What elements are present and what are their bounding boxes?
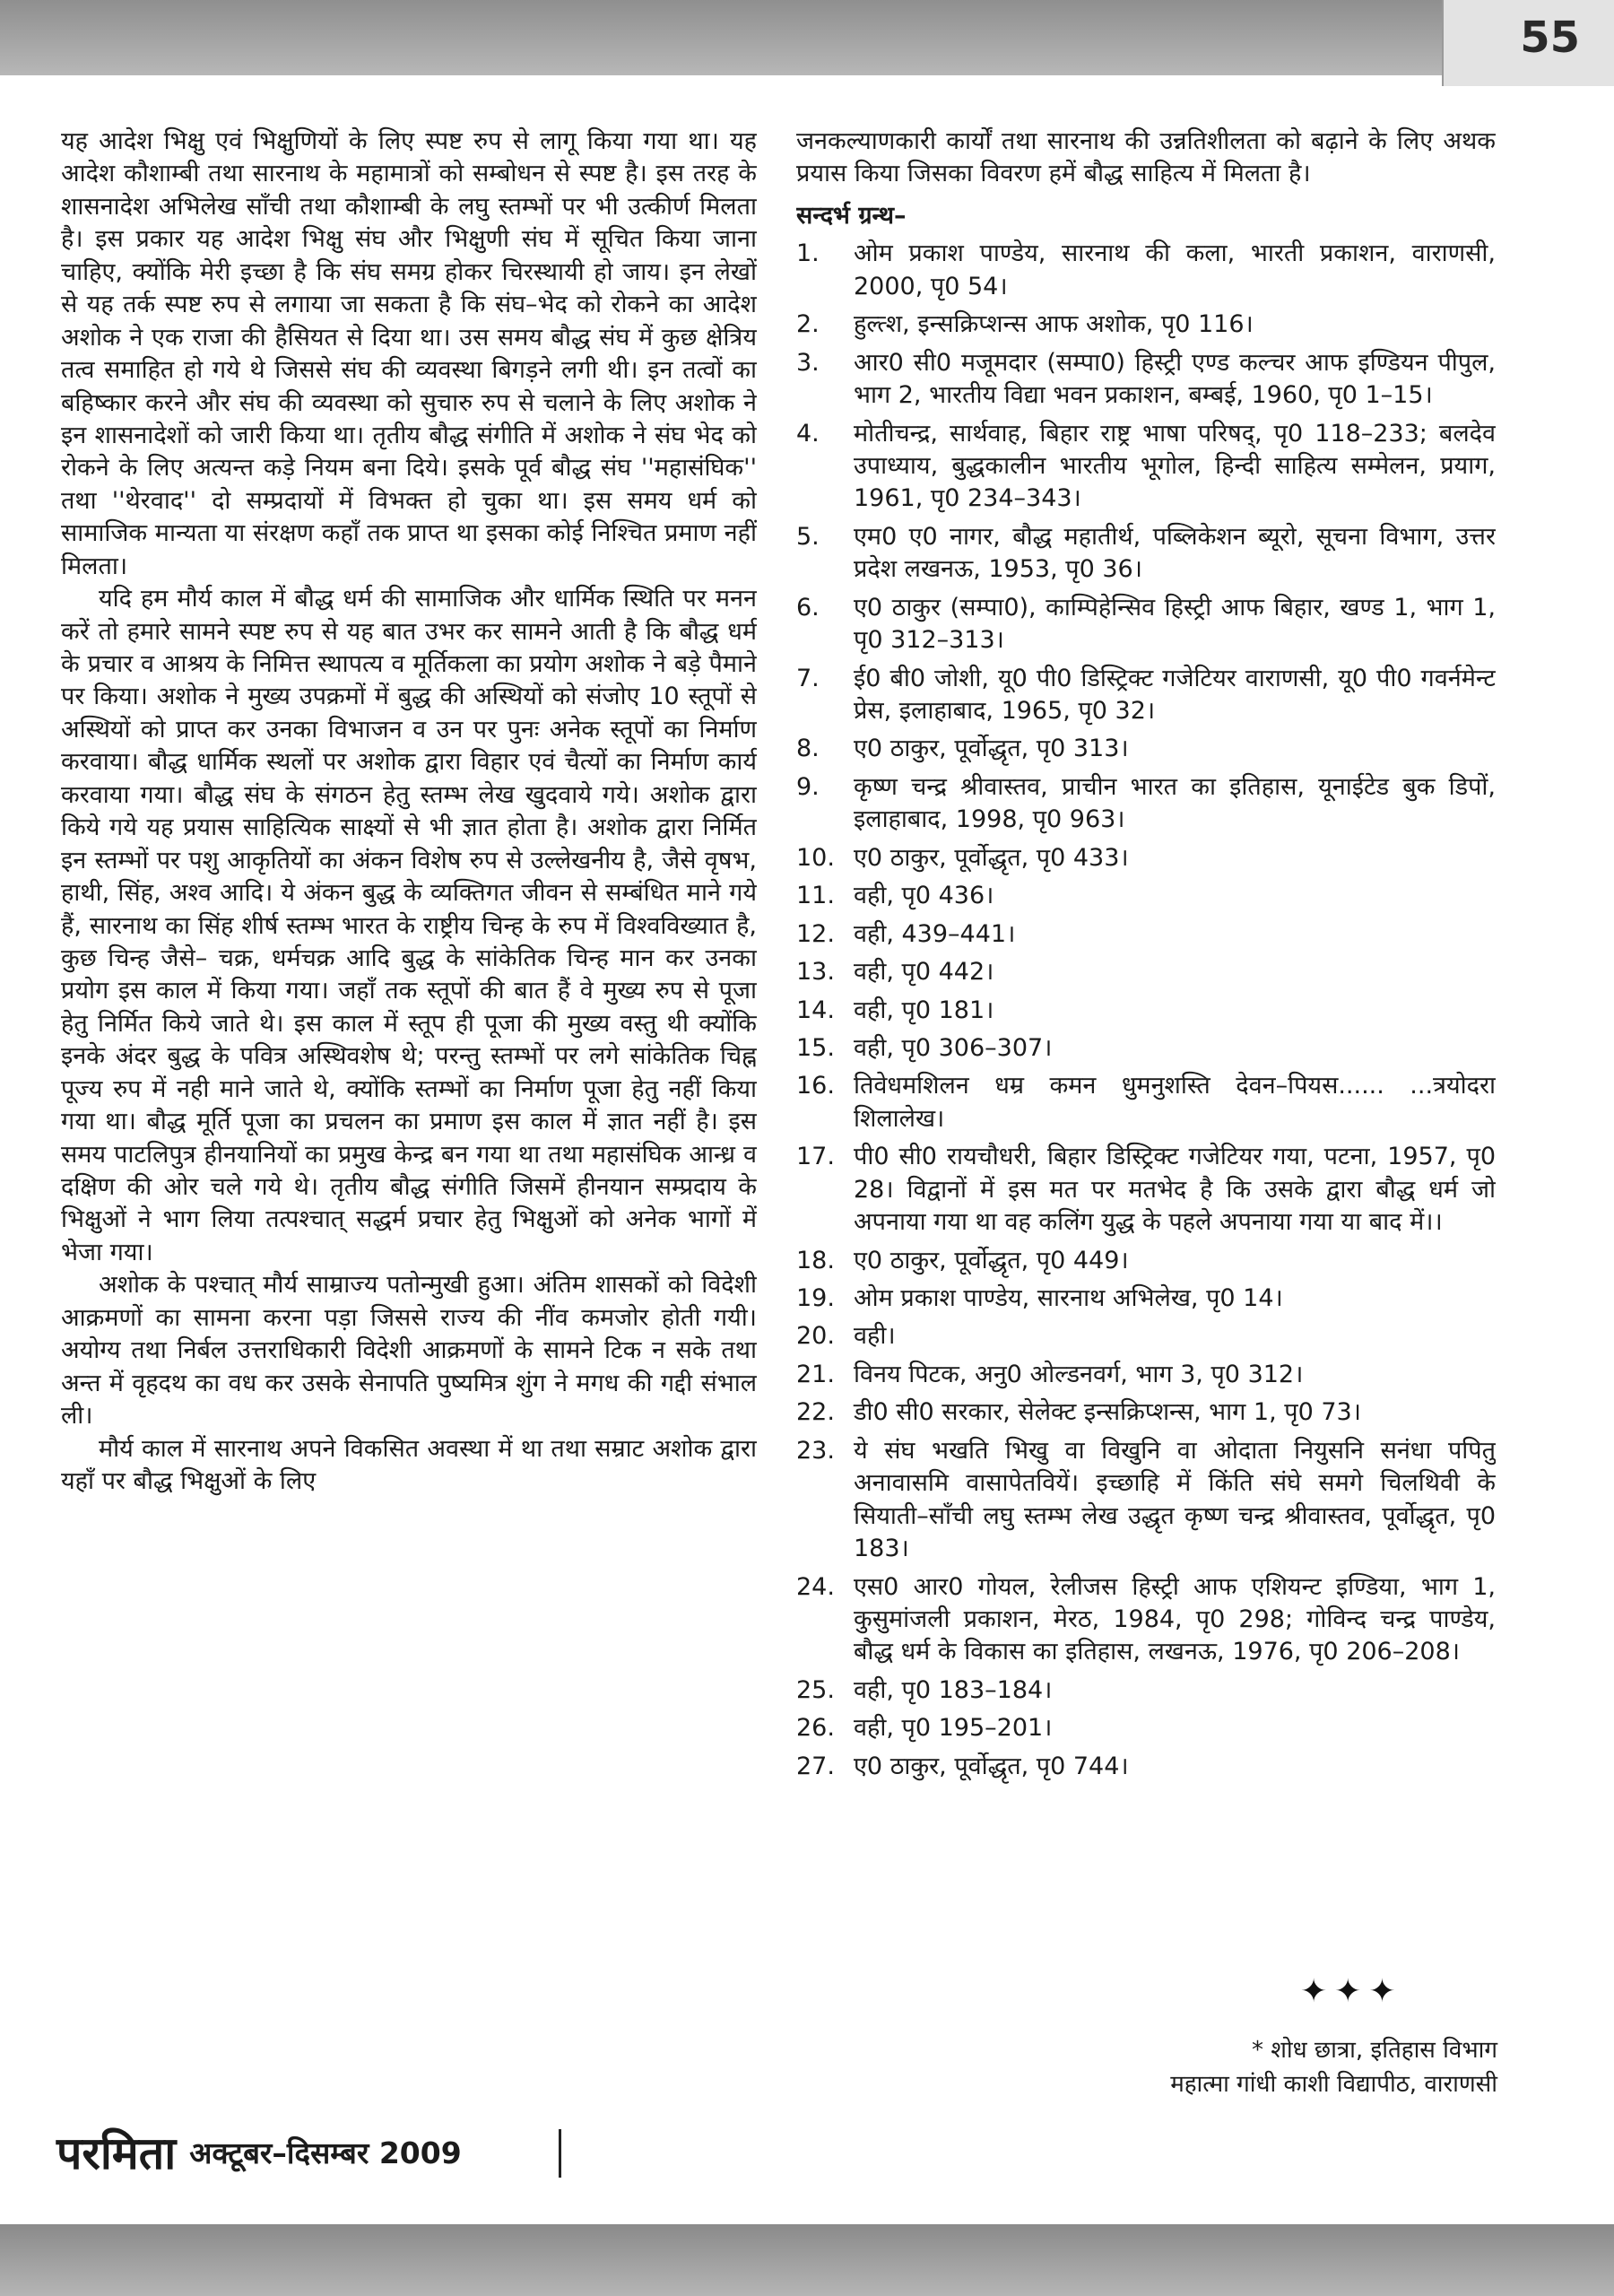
header-bar (0, 0, 1614, 75)
reference-number: 26. (796, 1714, 835, 1743)
reference-text: ई0 बी0 जोशी, यू0 पी0 डिस्ट्रिक्ट गजेटियर वाराणसी, यू0 पी0 गवर्नमेन्ट प्रेस, इलाहाबाद, 1965, पृ0 32। (854, 664, 1496, 725)
reference-number: 6. (796, 593, 820, 622)
reference-item (796, 918, 1496, 951)
reference-item (796, 1712, 1496, 1744)
decorative-stars: ✦✦✦ (1300, 1973, 1403, 2010)
reference-number: 7. (796, 664, 820, 692)
reference-text: विनय पिटक, अनु0 ओल्डनवर्ग, भाग 3, पृ0 312। (854, 1360, 1304, 1388)
reference-text: वही, पृ0 442। (854, 958, 994, 987)
reference-number: 4. (796, 419, 820, 448)
reference-item (796, 521, 1496, 587)
reference-number: 5. (796, 522, 820, 551)
footer-bar (0, 2224, 1614, 2296)
reference-number: 14. (796, 996, 835, 1024)
reference-text: तिवेधमशिलन धम्र कमन धुमनुशस्ति देवन–पियस...... ...त्रयोदरा शिलालेख। (854, 1072, 1496, 1133)
reference-item (796, 880, 1496, 912)
page-number-tab (1442, 0, 1614, 86)
reference-item (796, 663, 1496, 728)
reference-item (796, 1283, 1496, 1315)
reference-text: वही, पृ0 436। (854, 882, 994, 910)
right-intro: जनकल्याणकारी कार्यों तथा सारनाथ की उन्नतिशीलता को बढ़ाने के लिए अथक प्रयास किया जिसका विवरण हमें बौद्ध साहित्य में मिलता है। (796, 127, 1496, 188)
reference-item (796, 733, 1496, 765)
left-paragraph: यदि हम मौर्य काल में बौद्ध धर्म की सामाजिक और धार्मिक स्थिति पर मनन करें तो हमारे सामने स्पष्ट रुप से यह बात उभर कर सामने आती है कि बौद्ध धर्म के प्रचार व आश्रय के निमित्त स्थापत्य व मूर्तिकला का प्रयोग अशोक ने बड़े पैमाने पर किया। अशोक ने मुख्य उपक्रमों में बुद्ध की अस्थियों को संजोए 10 स्तूपों से अस्थियों को प्राप्त कर उनका विभाजन व उन पर पुनः अनेक स्तूपों का निर्माण करवाया। बौद्ध धार्मिक स्थलों पर अशोक द्वारा विहार एवं चैत्यों का निर्माण कार्य करवाया गया। बौद्ध संघ के संगठन हेतु स्तम्भ लेख खुदवाये गये। अशोक द्वारा किये गये यह प्रयास साहित्यिक साक्ष्यों से भी ज्ञात होता है। अशोक द्वारा निर्मित इन स्तम्भों पर पशु आकृतियों का अंकन विशेष रुप से उल्लेखनीय है, जैसे वृषभ, हाथी, सिंह, अश्व आदि। ये अंकन बुद्ध के व्यक्तिगत जीवन से सम्बंधित माने गये हैं, सारनाथ का सिंह शीर्ष स्तम्भ भारत के राष्ट्रीय चिन्ह के रुप में विश्वविख्यात है, कुछ चिन्ह जैसे– चक्र, धर्मचक्र आदि बुद्ध के सांकेतिक चिन्ह मान कर उनका प्रयोग इस काल में किया गया। जहाँ तक स्तूपों की बात हैं वे मुख्य रुप से पूजा हेतु निर्मित किये जाते थे। इस काल में स्तूप ही पूजा की मुख्य वस्तु थी क्योंकि इनके अंदर बुद्ध के पवित्र अस्थिवशेष थे; परन्तु स्तम्भों पर लगे सांकेतिक चिह्न पूज्य रुप में नही माने जाते थे, क्योंकि स्तम्भों का निर्माण पूजा हेतु नहीं किया गया था। बौद्ध मूर्ति पूजा का प्रचलन का प्रमाण इस काल में ज्ञात नहीं है। इस समय पाटलिपुत्र हीनयानियों का प्रमुख केन्द्र बन गया था तथा महासंघिक आन्ध्र व दक्षिण की ओर चले गये थे। तृतीय बौद्ध संगीति जिसमें हीनयान सम्प्रदाय के भिक्षुओं ने भाग लिया तत्पश्चात् सद्धर्म प्रचार हेतु भिक्षुओं को अनेक भागों में भेजा गया। (61, 585, 757, 1266)
reference-item (796, 418, 1496, 516)
reference-text: मोतीचन्द्र, सार्थवाह, बिहार राष्ट्र भाषा परिषद्, पृ0 118–233; बलदेव उपाध्याय, बुद्धकालीन भारतीय भूगोल, हिन्दी साहित्य सम्मेलन, प्रयाग, 1961, पृ0 234–343। (854, 419, 1496, 513)
author-line: महात्मा गांधी काशी विद्यापीठ, वाराणसी (1170, 2070, 1497, 2098)
issue-date: अक्टूबर–दिसम्बर 2009 (189, 2135, 462, 2170)
reference-text: ए0 ठाकुर, पूर्वोद्धृत, पृ0 433। (854, 843, 1129, 872)
reference-number: 17. (796, 1143, 835, 1171)
reference-number: 15. (796, 1033, 835, 1062)
reference-item (796, 347, 1496, 413)
left-paragraph: अशोक के पश्चात् मौर्य साम्राज्य पतोन्मुखी हुआ। अंतिम शासकों को विदेशी आक्रमणों का सामना करना पड़ा जिससे राज्य की नींव कमजोर होती गयी। अयोग्य तथा निर्बल उत्तराधिकारी विदेशी आक्रमणों के सामने टिक न सके तथा अन्त में वृहदथ का वध कर उसके सेनापति पुष्यमित्र शुंग ने मगध की गद्दी संभाल ली। (61, 1271, 757, 1431)
left-text-column (61, 126, 757, 1946)
reference-item (796, 956, 1496, 988)
reference-item (796, 1571, 1496, 1669)
reference-text: वही, पृ0 306–307। (854, 1033, 1053, 1062)
reference-list (796, 238, 1496, 1783)
reference-text: वही, पृ0 195–201। (854, 1714, 1053, 1743)
reference-text: ए0 ठाकुर, पूर्वोद्धृत, पृ0 313। (854, 735, 1129, 763)
reference-number: 1. (796, 239, 820, 268)
reference-text: ये संघ भखति भिखु वा विखुनि वा ओदाता नियुसनि सनंधा पपितु अनावासमि वासापेतवियें। इच्छाहि में किंति संघे समगे चिलथिवी के सियाती–साँची लघु स्तम्भ लेख उद्धृत कृष्ण चन्द्र श्रीवास्तव, पूर्वोद्धृत, पृ0 183। (854, 1436, 1496, 1563)
reference-number: 18. (796, 1246, 835, 1274)
reference-item (796, 592, 1496, 657)
right-text-column (796, 126, 1496, 2170)
reference-number: 3. (796, 348, 820, 377)
reference-item (796, 1245, 1496, 1277)
reference-number: 27. (796, 1752, 835, 1780)
reference-number: 20. (796, 1322, 835, 1351)
reference-number: 19. (796, 1284, 835, 1312)
reference-item (796, 1141, 1496, 1239)
reference-number: 24. (796, 1572, 835, 1601)
reference-number: 12. (796, 919, 835, 948)
reference-item (796, 309, 1496, 341)
reference-item (796, 995, 1496, 1027)
reference-text: वही, 439–441। (854, 919, 1016, 948)
reference-number: 13. (796, 958, 835, 987)
reference-item (796, 238, 1496, 303)
reference-item (796, 1070, 1496, 1135)
reference-text: वही। (854, 1322, 896, 1351)
reference-text: ए0 ठाकुर, पूर्वोद्धृत, पृ0 449। (854, 1246, 1129, 1274)
page-number: 55 (1520, 13, 1580, 63)
reference-text: एम0 ए0 नागर, बौद्ध महातीर्थ, पब्लिकेशन ब्यूरो, सूचना विभाग, उत्तर प्रदेश लखनऊ, 1953, पृ0 36। (854, 522, 1496, 584)
reference-number: 11. (796, 882, 835, 910)
reference-item (796, 1320, 1496, 1352)
reference-item (796, 1674, 1496, 1707)
left-paragraph: मौर्य काल में सारनाथ अपने विकसित अवस्था में था तथा सम्राट अशोक द्वारा यहाँ पर बौद्ध भिक्षुओं के लिए (61, 1434, 757, 1495)
reference-item (796, 771, 1496, 837)
reference-number: 16. (796, 1072, 835, 1100)
journal-name: परमिता (56, 2126, 177, 2179)
reference-number: 25. (796, 1675, 835, 1704)
reference-number: 21. (796, 1360, 835, 1388)
reference-text: आर0 सी0 मजूमदार (सम्पा0) हिस्ट्री एण्ड कल्चर आफ इण्डियन पीपुल, भाग 2, भारतीय विद्या भवन प्रकाशन, बम्बई, 1960, पृ0 1–15। (854, 348, 1496, 410)
reference-number: 2. (796, 310, 820, 339)
author-line: * शोध छात्रा, इतिहास विभाग (1251, 2037, 1497, 2064)
reference-text: हुल्त्श, इन्सक्रिप्शन्स आफ अशोक, पृ0 116। (854, 310, 1254, 339)
reference-text: ओम प्रकाश पाण्डेय, सारनाथ की कला, भारती प्रकाशन, वाराणसी, 2000, पृ0 54। (854, 239, 1496, 300)
reference-number: 9. (796, 772, 820, 801)
reference-text: ए0 ठाकुर, पूर्वोद्धृत, पृ0 744। (854, 1752, 1129, 1780)
reference-number: 23. (796, 1436, 835, 1465)
reference-item (796, 1032, 1496, 1065)
reference-item (796, 1435, 1496, 1566)
reference-number: 10. (796, 843, 835, 872)
reference-item (796, 1751, 1496, 1783)
reference-text: वही, पृ0 183–184। (854, 1675, 1053, 1704)
reference-text: एस0 आर0 गोयल, रेलीजस हिस्ट्री आफ एशियन्ट इण्डिया, भाग 1, कुसुमांजली प्रकाशन, मेरठ, 1984, पृ0 298; गोविन्द चन्द्र पाण्डेय, बौद्ध धर्म के विकास का इतिहास, लखनऊ, 1976, पृ0 206–208। (854, 1572, 1496, 1666)
reference-number: 22. (796, 1398, 835, 1427)
reference-text: कृष्ण चन्द्र श्रीवास्तव, प्राचीन भारत का इतिहास, यूनाईटेड बुक डिपों, इलाहाबाद, 1998, पृ0 963। (854, 772, 1496, 834)
reference-item (796, 1396, 1496, 1429)
left-paragraph: यह आदेश भिक्षु एवं भिक्षुणियों के लिए स्पष्ट रुप से लागू किया गया था। यह आदेश कौशाम्बी तथा सारनाथ के महामात्रों को सम्बोधन से स्पष्ट है। इस तरह के शासनादेश अभिलेख साँची तथा कौशाम्बी के लघु स्तम्भों पर भी उत्कीर्ण मिलता है। इस प्रकार यह आदेश भिक्षु संघ और भिक्षुणी संघ में सूचित किया जाना चाहिए, क्योंकि मेरी इच्छा है कि संघ समग्र होकर चिरस्थायी हो जाय। इन लेखों से यह तर्क स्पष्ट रुप से लगाया जा सकता है कि संघ–भेद को रोकने का आदेश अशोक ने एक राजा की हैसियत से दिया था। उस समय बौद्ध संघ में कुछ क्षेत्रिय तत्व समाहित हो गये थे जिससे संघ की व्यवस्था बिगड़ने लगी थी। इन तत्वों का बहिष्कार करने और संघ की व्यवस्था को सुचारु रुप से चलाने के लिए अशोक ने इन शासनादेशों को जारी किया था। तृतीय बौद्ध संगीति में अशोक ने संघ भेद को रोकने के लिए अत्यन्त कड़े नियम बना दिये। इसके पूर्व बौद्ध संघ ''महासंघिक'' तथा ''थेरवाद'' दो सम्प्रदायों में विभक्त हो चुका था। इस समय धर्म को सामाजिक मान्यता या संरक्षण कहाँ तक प्राप्त था इसका कोई निश्चित प्रमाण नहीं मिलता। (61, 127, 757, 580)
reference-text: वही, पृ0 181। (854, 996, 994, 1024)
references-title: सन्दर्भ ग्रन्थ– (796, 201, 907, 230)
footer-label (49, 2126, 561, 2179)
reference-text: ए0 ठाकुर (सम्पा0), काम्पिहेन्सिव हिस्ट्री आफ बिहार, खण्ड 1, भाग 1, पृ0 312–313। (854, 593, 1496, 655)
reference-text: पी0 सी0 रायचौधरी, बिहार डिस्ट्रिक्ट गजेटियर गया, पटना, 1957, पृ0 28। विद्वानों में इस मत पर मतभेद है कि उसके द्वारा बौद्ध धर्म जो अपनाया गया था वह कलिंग युद्ध के पहले अपनाया गया या बाद में।। (854, 1143, 1496, 1237)
reference-text: डी0 सी0 सरकार, सेलेक्ट इन्सक्रिप्शन्स, भाग 1, पृ0 73। (854, 1398, 1361, 1427)
reference-number: 8. (796, 735, 820, 763)
reference-item (796, 842, 1496, 874)
reference-text: ओम प्रकाश पाण्डेय, सारनाथ अभिलेख, पृ0 14। (854, 1284, 1283, 1312)
author-note (977, 2034, 1497, 2101)
reference-item (796, 1359, 1496, 1391)
